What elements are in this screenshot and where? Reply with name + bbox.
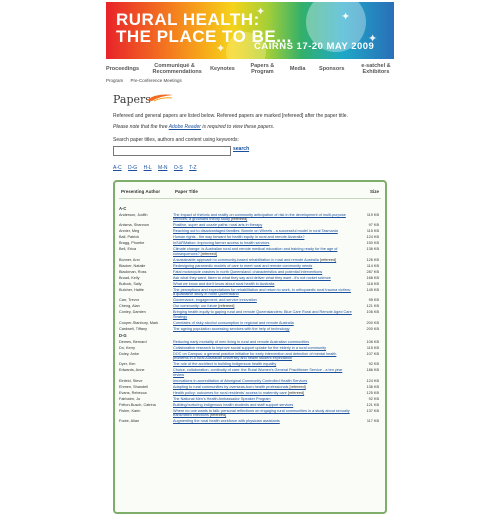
table-row	[115, 403, 385, 407]
paper-link[interactable]: Our community: our future	[173, 304, 218, 309]
paper-title-cell	[173, 288, 353, 297]
nav-proceedings[interactable]: Proceedings	[106, 66, 140, 72]
author-cell: Ehmen, Shandell	[119, 384, 148, 389]
author-cell: Bell, Erica	[119, 247, 137, 252]
author-cell: Blackman, Ross	[119, 269, 147, 274]
author-cell: Foote, Allan	[119, 419, 140, 424]
author-cell: Demes, Bernard	[119, 340, 147, 345]
paper-title-cell	[173, 340, 353, 344]
paper-title-cell	[173, 282, 353, 286]
paper-link[interactable]: Human rights - the way forward for health equity in rural and remote Australia?	[173, 235, 305, 240]
author-cell: Butcher, Hattie	[119, 287, 144, 292]
size-cell: 136 KB	[366, 384, 379, 389]
author-cell: Fisher, Karin	[119, 408, 141, 413]
az-link-m-n[interactable]: M-N	[158, 165, 168, 171]
refereed-tag: [refereed]	[218, 304, 235, 309]
table-row	[115, 310, 385, 319]
author-cell: Felton-Busch, Catrina	[119, 402, 156, 407]
table-row	[115, 213, 385, 222]
nav-papers-program[interactable]: Papers & Program	[250, 63, 275, 75]
author-cell: Anisma, Shannon	[119, 223, 149, 228]
sub-nav	[106, 78, 188, 83]
author-cell: Cardwell, Tiffany	[119, 326, 147, 331]
paper-link[interactable]: Collaborative research to improve social support uptake for the elderly in a rural community	[173, 346, 327, 351]
paper-title-cell	[173, 223, 353, 227]
author-cell: Bragg, Phoebe	[119, 241, 145, 246]
paper-link[interactable]: Bringing health equity to gaping rural and remote Queenslanders: Blue Care Rural and Remote Aged Care Strategy	[173, 310, 352, 319]
size-cell: 125 KB	[366, 390, 379, 395]
size-cell: 92 KB	[368, 396, 379, 401]
size-cell: 106 KB	[366, 310, 379, 315]
paper-title-cell	[173, 419, 353, 423]
paper-link[interactable]: Reaching out to disadvantaged families: Bonnie on Wheels - a successful model in rural Tasmania	[173, 229, 338, 234]
butterfly-icon: ✦	[256, 6, 266, 18]
size-cell: 200 KB	[366, 320, 379, 325]
conference-banner	[106, 2, 394, 59]
col-size-header: Size	[369, 189, 379, 194]
size-cell: 200 KB	[366, 326, 379, 331]
author-cell: Cooper-Stanbury, Mark	[119, 320, 159, 325]
size-cell: 95 KB	[368, 298, 379, 303]
paper-link[interactable]: Adapting to rural communities by overseas-born health professionals	[173, 384, 289, 389]
author-cell: Carr, Trevor	[119, 298, 140, 303]
size-cell: 145 KB	[366, 287, 379, 292]
size-cell: 168 KB	[366, 275, 379, 280]
papers-table	[113, 180, 387, 514]
table-body	[115, 204, 385, 425]
author-cell: Blacker, Natalie	[119, 263, 146, 268]
paper-link[interactable]: Building/nurturing Indigenous health students and staff support services	[173, 402, 294, 407]
paper-title-cell	[173, 368, 353, 377]
table-row	[115, 223, 385, 227]
table-row	[115, 340, 385, 344]
paper-title-cell	[173, 327, 353, 331]
table-row	[115, 391, 385, 395]
butterfly-icon: ✦	[341, 11, 351, 23]
paper-link[interactable]: Ask what they want, listen to what they say and deliver what they want - it's not rocket science	[173, 275, 331, 280]
size-cell: 121 KB	[366, 402, 379, 407]
table-row	[115, 321, 385, 325]
table-row	[115, 346, 385, 350]
author-cell: Conley, Damien	[119, 310, 146, 315]
size-cell: 126 KB	[366, 257, 379, 262]
paper-title-cell	[173, 346, 353, 350]
size-cell: 136 KB	[366, 247, 379, 252]
paper-link[interactable]: Innovations in accreditation of Aboriginal Community Controlled Health Services	[173, 378, 308, 383]
author-cell: Fairbairn, Jo	[119, 396, 141, 401]
size-cell: 106 KB	[366, 340, 379, 345]
paper-title-cell	[173, 241, 353, 245]
main-nav	[106, 62, 394, 76]
swoosh-icon	[146, 92, 174, 102]
size-cell: 150 KB	[366, 241, 379, 246]
size-cell: 287 KB	[366, 269, 379, 274]
author-cell: Bullock, Sally	[119, 281, 142, 286]
size-cell: 115 KB	[366, 346, 379, 351]
table-row	[115, 385, 385, 389]
search-button[interactable]: search	[233, 146, 250, 152]
col-title-header: Paper Title	[175, 189, 198, 194]
table-row	[115, 362, 385, 366]
paper-link[interactable]: Positive, super and cozzie paths: rural arts in therapy	[173, 223, 263, 228]
author-cell: Anderson, Judith	[119, 213, 148, 217]
paper-title-cell	[173, 352, 353, 361]
refereed-tag: [refereed]	[289, 384, 306, 389]
table-row	[115, 276, 385, 280]
paper-title-cell	[173, 304, 353, 308]
az-link-t-z[interactable]: T-Z	[189, 165, 197, 171]
paper-link[interactable]: DOC on Campus: a general practice initiative for early intervention and detection of mental health problems in a rural Australian university and health student expectation	[173, 352, 337, 361]
paper-link[interactable]: The perceptions and expectations for rehabilitation and return to work, in orthopaedic rural trauma victims: a qualitative study in north Queensland	[173, 287, 351, 297]
size-cell: 121 KB	[366, 304, 379, 309]
table-row	[115, 288, 385, 297]
table-row	[115, 270, 385, 274]
table-row	[115, 229, 385, 233]
size-cell: 114 KB	[366, 263, 379, 268]
alphabet-nav	[113, 165, 202, 171]
header-divider	[119, 198, 381, 199]
size-cell: 124 KB	[366, 378, 379, 383]
paper-title-cell	[173, 321, 353, 325]
refereed-tag: [refereed]	[287, 390, 305, 395]
refereed-tag: [refereed]	[231, 217, 248, 222]
table-row	[115, 368, 385, 377]
paper-link[interactable]: Where no one wants to talk: personal reflections on engaging rural communities in a study about sexually transmitted infections	[173, 408, 350, 418]
paper-title-cell	[173, 247, 353, 256]
search-label: Search paper titles, authors and content using keywords:	[113, 137, 239, 143]
group-label: D-G	[119, 333, 127, 339]
size-cell: 118 KB	[366, 281, 379, 286]
paper-title-cell	[173, 235, 353, 239]
paper-title-cell	[173, 270, 353, 274]
author-cell: Cheng, Alan	[119, 304, 140, 309]
paper-link[interactable]: Correlates of risky alcohol consumption in regional and remote Australia	[173, 320, 294, 325]
paper-link[interactable]: Choice, collaboration, continuity of care: the Rural Women's General Practitioner Service - a ten year review	[173, 368, 343, 377]
refereed-tag: [refereed]	[200, 251, 217, 256]
butterfly-icon: ✦	[216, 43, 226, 55]
az-link-d-g[interactable]: D-G	[128, 165, 138, 171]
table-row	[115, 241, 385, 245]
paper-title-cell	[173, 409, 353, 418]
table-row	[115, 327, 385, 331]
table-row	[115, 264, 385, 268]
nav-communique[interactable]: Communiqué & Recommendations	[152, 63, 202, 75]
author-cell: Evans, Rebecca	[119, 390, 147, 395]
paper-title-cell	[173, 213, 353, 222]
table-row	[115, 397, 385, 401]
reader-note-pre: Please note that the free	[113, 124, 169, 130]
group-label: A-C	[119, 206, 127, 211]
author-cell: Dyer, Kim	[119, 362, 136, 367]
nav-keynotes[interactable]: Keynotes	[210, 66, 235, 72]
paper-link[interactable]: The role of the architect in building Indigenous health equality	[173, 362, 277, 367]
paper-link[interactable]: A sustainable approach to community-based rehabilitation in rural and remote Australia	[173, 257, 319, 262]
intro-text: Refereed and general papers are listed below. Refereed papers are marked [refereed] after the paper title.	[113, 113, 348, 119]
paper-link[interactable]: The impact of rhetoric and reality on community anticipation of risk in the development of multi-purpose services: a grounded theory study	[173, 213, 346, 222]
az-link-h-l[interactable]: H-L	[143, 165, 152, 171]
author-cell: Do, Kerry	[119, 346, 136, 351]
refereed-tag: [refereed]	[209, 413, 227, 418]
banner-title-line1: RURAL HEALTH:	[116, 10, 260, 29]
table-row	[115, 247, 385, 256]
refereed-tag: [refereed]	[319, 257, 337, 262]
paper-title-cell	[173, 397, 353, 401]
author-cell: Einfeld, Steve	[119, 378, 143, 383]
size-cell: 92 KB	[368, 362, 379, 367]
table-row	[115, 304, 385, 308]
search-input[interactable]	[113, 146, 231, 156]
paper-link[interactable]: What we know and don't know about rural health in Australia	[173, 281, 275, 286]
size-cell: 115 KB	[366, 229, 379, 234]
paper-link[interactable]: InSARMation: improving farmer access to health services	[173, 241, 270, 246]
banner-title	[116, 11, 292, 45]
size-cell: 137 KB	[366, 408, 379, 413]
size-cell: 186 KB	[366, 368, 379, 373]
author-cell: Ball, Patrick	[119, 235, 140, 240]
author-cell: Bonner, Ann	[119, 257, 140, 262]
paper-link[interactable]: Governance, engagement, and service innovation	[173, 298, 257, 303]
table-row	[115, 282, 385, 286]
paper-title-cell	[173, 229, 353, 233]
size-cell: 124 KB	[366, 235, 379, 240]
paper-link[interactable]: The National Men's Health Ambassador Speaker Program	[173, 396, 271, 401]
paper-link[interactable]: The ageing population accessing services with the help of technology	[173, 326, 290, 331]
az-link-a-c[interactable]: A-C	[113, 165, 122, 171]
table-row	[115, 409, 385, 418]
page-title: Papers	[113, 93, 151, 106]
paper-title-cell	[173, 391, 353, 395]
paper-title-cell	[173, 379, 353, 383]
paper-link[interactable]: Health policy: outcomes for rural residents' access to maternity care	[173, 390, 287, 395]
paper-link[interactable]: Reducing early mortality of men living in rural and remote Australian communities	[173, 340, 310, 345]
reader-note-post: is required to view these papers.	[200, 124, 275, 130]
size-cell: 119 KB	[366, 213, 379, 217]
nav-sponsors[interactable]: Sponsors	[319, 66, 345, 72]
nav-esatchel[interactable]: e-satchel & Exhibitors	[361, 63, 391, 75]
size-cell: 107 KB	[366, 352, 379, 357]
subnav-program[interactable]: Program	[106, 78, 124, 83]
author-cell: Annier, Meg	[119, 229, 140, 234]
size-cell: 97 KB	[368, 223, 379, 228]
table-row	[115, 352, 385, 361]
paper-title-cell	[173, 403, 353, 407]
table-row	[115, 379, 385, 383]
col-author-header: Presenting Author	[121, 189, 161, 194]
size-cell: 117 KB	[366, 419, 379, 424]
paper-link[interactable]: Fatal motorcycle crashes in north Queensland: characteristics and potential interventions	[173, 269, 323, 274]
table-row	[115, 258, 385, 262]
az-link-o-s[interactable]: O-S	[173, 165, 183, 171]
paper-title-cell	[173, 385, 353, 389]
nav-media[interactable]: Media	[289, 66, 306, 72]
paper-title-cell	[173, 264, 353, 268]
paper-title-cell	[173, 362, 353, 366]
author-cell: Edwards, Anne	[119, 368, 145, 373]
paper-link[interactable]: Redesigning paramedic models of care to meet rural and remote community needs	[173, 263, 313, 268]
paper-title-cell	[173, 276, 353, 280]
table-header	[115, 188, 385, 197]
paper-title-cell	[173, 298, 353, 302]
author-cell: Broad, Kelly	[119, 275, 140, 280]
reader-note	[113, 124, 393, 131]
banner-subtitle: CAIRNS 17-20 MAY 2009	[254, 41, 375, 52]
butterfly-icon: ✦	[368, 33, 378, 45]
paper-title-cell	[173, 258, 353, 262]
table-row	[115, 419, 385, 423]
table-row	[115, 235, 385, 239]
adobe-reader-link[interactable]: Adobe Reader	[168, 124, 201, 130]
subnav-preconference[interactable]: Pre-Conference Meetings	[130, 78, 182, 83]
banner-title-line2: THE PLACE TO BE...	[116, 27, 292, 46]
paper-link[interactable]: Climate change: is Australian rural and remote medical education and training ready for the age of consequences?	[173, 247, 338, 256]
table-row	[115, 298, 385, 302]
author-cell: Doley, Anke	[119, 352, 139, 357]
paper-title-cell	[173, 310, 353, 319]
paper-link[interactable]: Augmenting the rural health workforce with physician assistants	[173, 419, 280, 424]
